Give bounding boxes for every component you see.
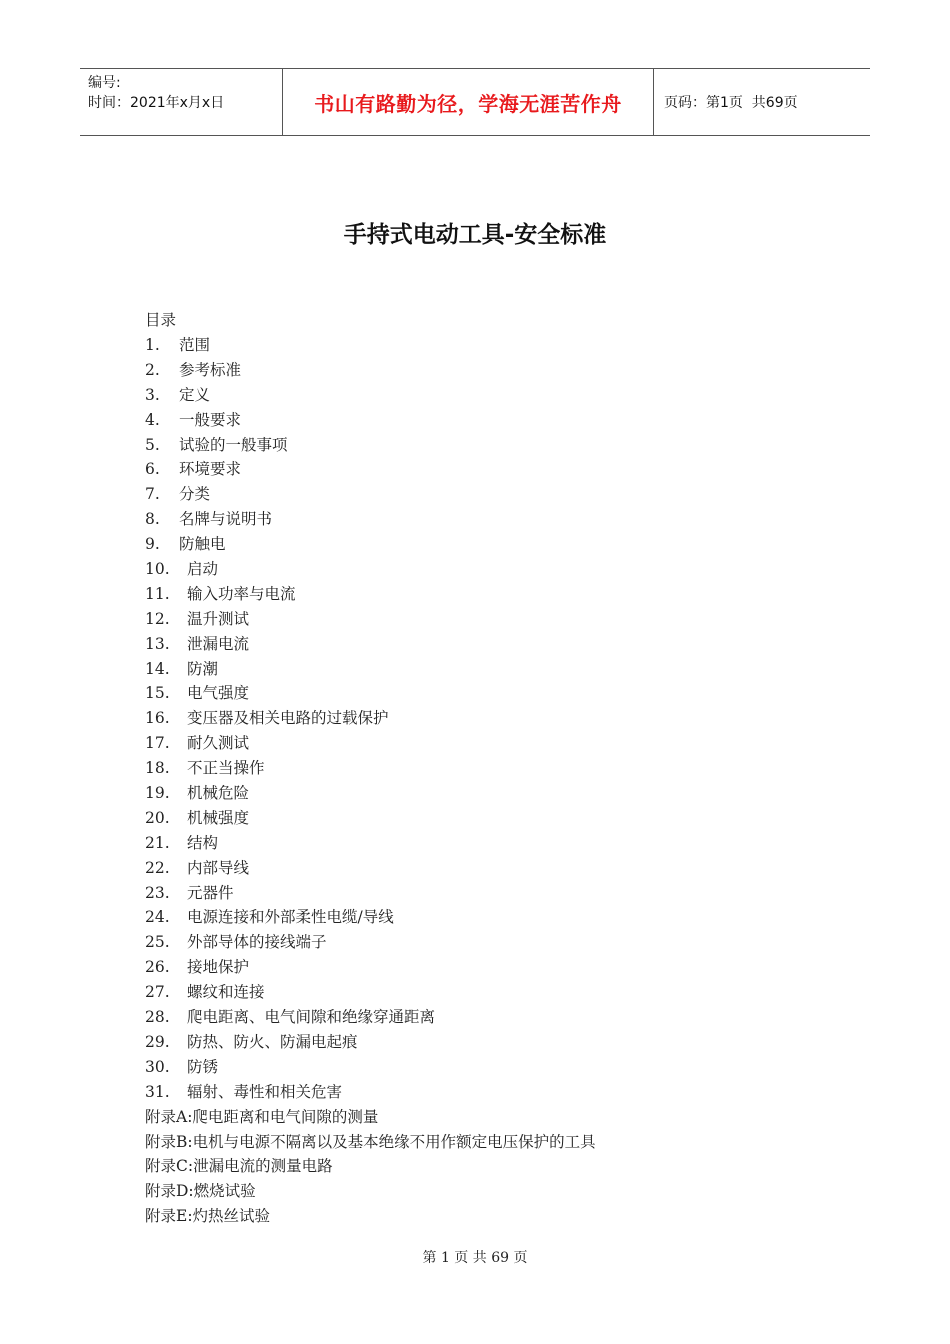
toc-item-label: 输入功率与电流 <box>187 584 296 603</box>
toc-item-number: 9. <box>145 535 160 554</box>
toc-item-label: 环境要求 <box>179 460 242 479</box>
toc-appendix-list <box>145 1105 596 1229</box>
toc-appendix-label: 燃烧试验 <box>193 1182 256 1201</box>
toc-item-number: 19. <box>145 784 170 803</box>
header-meta <box>80 69 282 135</box>
toc-item-label: 螺纹和连接 <box>187 983 265 1002</box>
header-motto: 书山有路勤为径，学海无涯苦作舟 <box>314 91 622 116</box>
toc-item-label: 机械强度 <box>187 808 250 827</box>
toc-item <box>145 1080 596 1105</box>
toc-item-number: 24. <box>145 908 170 927</box>
toc-item-label: 结构 <box>187 833 219 852</box>
toc-item-label: 启动 <box>187 560 219 579</box>
toc-item <box>145 1005 596 1030</box>
toc-item-number: 30. <box>145 1057 170 1076</box>
toc-item <box>145 557 596 582</box>
toc-item-number: 5. <box>145 435 160 454</box>
toc-appendix-label: 爬电距离和电气间隙的测量 <box>192 1107 379 1126</box>
toc-list <box>145 333 596 1105</box>
toc-item-number: 25. <box>145 933 170 952</box>
toc-item-number: 16. <box>145 709 170 728</box>
toc-item-number: 10. <box>145 560 170 579</box>
page-header <box>80 68 870 136</box>
toc-item-label: 一般要求 <box>179 410 242 429</box>
toc-item <box>145 1030 596 1055</box>
toc-item <box>145 408 596 433</box>
toc-item-number: 23. <box>145 883 170 902</box>
toc-appendix-prefix: 附录E: <box>145 1207 193 1226</box>
toc-appendix-prefix: 附录A: <box>145 1107 193 1126</box>
toc-item-number: 1. <box>145 336 160 354</box>
toc-item-label: 定义 <box>179 385 211 404</box>
toc-item-number: 20. <box>145 808 170 827</box>
toc-item-label: 耐久测试 <box>187 734 250 753</box>
toc-item <box>145 856 596 881</box>
toc-item <box>145 806 596 831</box>
toc-item <box>145 930 596 955</box>
toc-item <box>145 706 596 731</box>
toc-item-label: 试验的一般事项 <box>179 435 288 454</box>
toc-item-label: 泄漏电流 <box>187 634 250 653</box>
toc-item-number: 3. <box>145 385 160 404</box>
toc-item <box>145 955 596 980</box>
toc-item <box>145 756 596 781</box>
toc-item <box>145 507 596 532</box>
toc-item <box>145 831 596 856</box>
toc-item <box>145 681 596 706</box>
toc-item-label: 范围 <box>179 336 211 354</box>
toc-item-label: 电气强度 <box>187 684 250 703</box>
toc-appendix-prefix: 附录D: <box>145 1182 194 1201</box>
toc-item-number: 29. <box>145 1032 170 1051</box>
toc-item-number: 15. <box>145 684 170 703</box>
toc-item-label: 名牌与说明书 <box>179 510 273 529</box>
toc-item-number: 2. <box>145 360 160 379</box>
toc-item <box>145 383 596 408</box>
toc-item-number: 4. <box>145 410 160 429</box>
toc-item-label: 机械危险 <box>187 784 250 803</box>
toc-item-number: 18. <box>145 759 170 778</box>
toc-item <box>145 781 596 806</box>
toc-item-number: 6. <box>145 460 160 479</box>
toc-item-number: 13. <box>145 634 170 653</box>
toc-appendix-label: 电机与电源不隔离以及基本绝缘不用作额定电压保护的工具 <box>192 1132 596 1151</box>
toc-item-number: 28. <box>145 1008 170 1027</box>
toc-appendix <box>145 1204 596 1229</box>
toc-item-label: 防锈 <box>187 1057 219 1076</box>
toc-item <box>145 657 596 682</box>
toc-item-label: 变压器及相关电路的过载保护 <box>187 709 389 728</box>
table-of-contents <box>145 308 596 1229</box>
toc-appendix <box>145 1105 596 1130</box>
toc-item-number: 27. <box>145 983 170 1002</box>
toc-item <box>145 632 596 657</box>
toc-item-label: 爬电距离、电气间隙和绝缘穿通距离 <box>187 1008 436 1027</box>
header-motto-cell <box>282 69 654 135</box>
page-footer: 第 1 页 共 69 页 <box>422 1250 528 1266</box>
toc-item-label: 辐射、毒性和相关危害 <box>187 1082 343 1101</box>
document-time: 时间：2021年x月x日 <box>88 95 225 111</box>
toc-item-number: 26. <box>145 958 170 977</box>
document-number: 编号: <box>88 75 121 91</box>
toc-item <box>145 905 596 930</box>
toc-item <box>145 881 596 906</box>
toc-item-number: 17. <box>145 734 170 753</box>
toc-item-label: 温升测试 <box>187 609 250 628</box>
toc-appendix <box>145 1154 596 1179</box>
toc-item-label: 分类 <box>179 485 211 504</box>
toc-item-number: 7. <box>145 485 160 504</box>
toc-item <box>145 1055 596 1080</box>
toc-item-label: 内部导线 <box>187 858 250 877</box>
toc-item <box>145 582 596 607</box>
toc-item <box>145 433 596 458</box>
header-page-info: 页码：第1页 共69页 <box>664 95 798 111</box>
toc-item <box>145 731 596 756</box>
toc-item-label: 防热、防火、防漏电起痕 <box>187 1032 358 1051</box>
toc-appendix-label: 灼热丝试验 <box>192 1207 271 1226</box>
toc-item-label: 防触电 <box>179 535 226 554</box>
toc-item-label: 电源连接和外部柔性电缆/导线 <box>187 908 394 927</box>
toc-item-label: 外部导体的接线端子 <box>187 933 327 952</box>
toc-appendix <box>145 1179 596 1204</box>
toc-item <box>145 358 596 383</box>
toc-item-number: 14. <box>145 659 170 678</box>
toc-item-number: 31. <box>145 1082 170 1101</box>
toc-item <box>145 457 596 482</box>
toc-item <box>145 980 596 1005</box>
toc-item <box>145 333 596 358</box>
toc-item-number: 22. <box>145 858 170 877</box>
toc-item-number: 11. <box>145 584 170 603</box>
toc-item-label: 参考标准 <box>179 360 242 379</box>
toc-item-label: 不正当操作 <box>187 759 265 778</box>
toc-item-number: 21. <box>145 833 170 852</box>
toc-item-label: 防潮 <box>187 659 219 678</box>
toc-appendix-label: 泄漏电流的测量电路 <box>193 1157 333 1176</box>
toc-heading: 目录 <box>145 311 177 329</box>
toc-item <box>145 532 596 557</box>
toc-appendix-prefix: 附录C: <box>145 1157 194 1176</box>
toc-item-label: 元器件 <box>187 883 234 902</box>
toc-item-number: 12. <box>145 609 170 628</box>
toc-item <box>145 607 596 632</box>
toc-item-label: 接地保护 <box>187 958 250 977</box>
toc-appendix-prefix: 附录B: <box>145 1132 193 1151</box>
toc-item <box>145 482 596 507</box>
document-title: 手持式电动工具-安全标准 <box>343 222 607 248</box>
toc-appendix <box>145 1130 596 1155</box>
toc-item-number: 8. <box>145 510 160 529</box>
